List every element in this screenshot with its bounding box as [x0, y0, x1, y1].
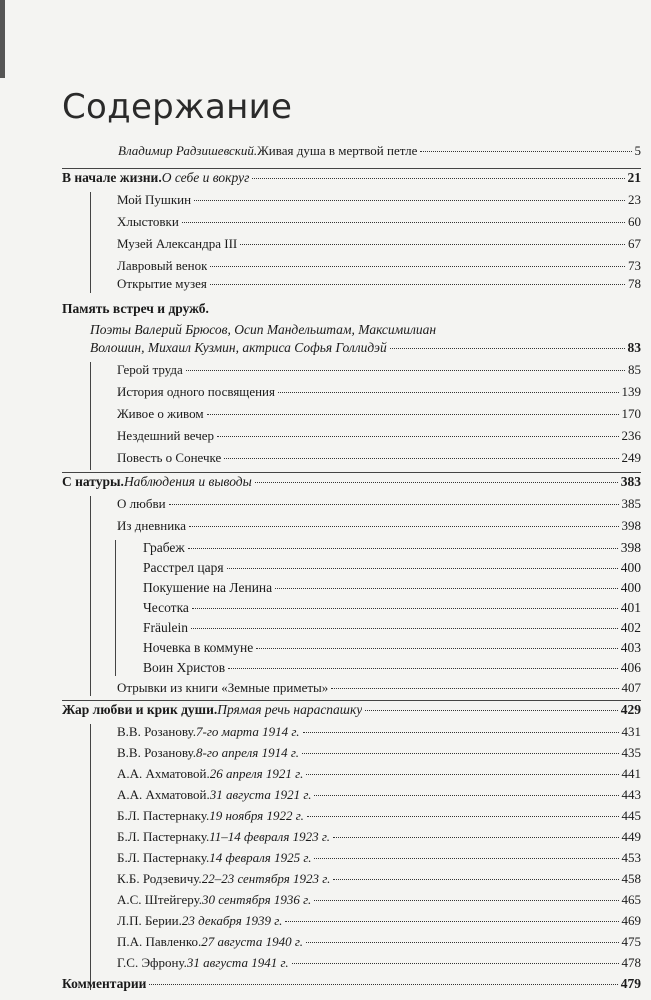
entry-label: Грабеж	[143, 540, 185, 555]
leader-dots	[292, 963, 619, 964]
toc-entry-letter[interactable]	[117, 934, 641, 956]
toc-entry-letter[interactable]	[117, 913, 641, 935]
letter-recipient: А.А. Ахматовой.	[117, 766, 210, 781]
page-number: 469	[621, 913, 641, 928]
leader-dots	[331, 688, 618, 689]
leader-dots	[275, 588, 618, 589]
page-number: 385	[621, 496, 641, 511]
letter-recipient: Г.С. Эфрону.	[117, 955, 187, 970]
leader-dots	[365, 710, 617, 711]
entry-label: Повесть о Сонечке	[117, 450, 222, 465]
page-number: 78	[628, 276, 641, 291]
page-number: 401	[620, 600, 641, 615]
section-title: С натуры.	[62, 474, 124, 489]
leader-dots	[252, 178, 624, 179]
leader-dots	[256, 648, 618, 649]
letter-recipient: Б.Л. Пастернаку.	[117, 829, 210, 844]
toc-entry-letter[interactable]	[117, 808, 641, 830]
entry-label: Мой Пушкин	[117, 192, 192, 207]
letter-date: 19 ноября 1922 г.	[209, 808, 304, 823]
toc-comments[interactable]	[62, 976, 641, 998]
toc-subentry[interactable]	[143, 560, 641, 582]
leader-dots	[194, 200, 625, 201]
page-number: 406	[620, 660, 641, 675]
leader-dots	[169, 504, 619, 505]
leader-dots	[217, 436, 618, 437]
toc-entry-intro[interactable]	[118, 143, 641, 165]
letter-date: 31 августа 1921 г.	[209, 787, 312, 802]
toc-entry-letter[interactable]	[117, 955, 641, 977]
toc-subentry[interactable]	[143, 660, 641, 682]
section-divider	[62, 472, 641, 473]
page-number: 400	[620, 580, 641, 595]
leader-dots	[278, 392, 619, 393]
section-bracket	[90, 192, 91, 293]
page-number: 139	[621, 384, 641, 399]
page-number: 5	[634, 143, 641, 158]
toc-subentry[interactable]	[143, 600, 641, 622]
leader-dots	[228, 668, 618, 669]
intro-author: Владимир Радзишевский.	[118, 143, 258, 158]
entry-label: Открытие музея	[117, 276, 207, 291]
toc-entry-letter[interactable]	[117, 892, 641, 914]
toc-entry[interactable]	[117, 680, 641, 702]
page-number: 398	[620, 540, 641, 555]
page-number: 249	[621, 450, 641, 465]
toc-entry[interactable]	[117, 450, 641, 472]
letter-date: 27 августа 1940 г.	[201, 934, 303, 949]
entry-label: О любви	[117, 496, 166, 511]
entry-label: Воин Христов	[143, 660, 226, 675]
entry-label: Покушение на Ленина	[143, 580, 273, 595]
page-number: 236	[621, 428, 641, 443]
page-number: 453	[621, 850, 641, 865]
section-bracket	[90, 496, 91, 696]
letter-recipient: К.Б. Родзевичу.	[117, 871, 202, 886]
toc-entry-letter[interactable]	[117, 766, 641, 788]
leader-dots	[210, 266, 625, 267]
section-title: В начале жизни.	[62, 170, 162, 185]
page-number: 407	[621, 680, 641, 695]
section-subtitle: Поэты Валерий Брюсов, Осип Мандельштам, Максимилиан	[90, 322, 437, 337]
entry-label: Fräulein	[143, 620, 188, 635]
entry-label: Чесотка	[143, 600, 189, 615]
toc-entry-letter[interactable]	[117, 850, 641, 872]
toc-subentry[interactable]	[143, 540, 641, 562]
toc-section-2[interactable]	[90, 340, 641, 362]
leader-dots	[210, 284, 625, 285]
page-number: 403	[620, 640, 641, 655]
leader-dots	[314, 900, 618, 901]
toc-entry-letter[interactable]	[117, 745, 641, 767]
letter-recipient: Л.П. Берии.	[117, 913, 182, 928]
leader-dots	[314, 795, 618, 796]
section-divider	[62, 700, 641, 701]
page-number: 443	[621, 787, 641, 802]
page-number: 465	[621, 892, 641, 907]
entry-label: Нездешний вечер	[117, 428, 215, 443]
entry-label: Живое о живом	[117, 406, 204, 421]
letter-recipient: В.В. Розанову.	[117, 745, 197, 760]
entry-label: Из дневника	[117, 518, 187, 533]
subsection-bracket	[115, 540, 116, 676]
letter-recipient: П.А. Павленко.	[117, 934, 202, 949]
toc-subentry[interactable]	[143, 620, 641, 642]
leader-dots	[191, 628, 618, 629]
toc-entry[interactable]	[117, 362, 641, 384]
page-number: 458	[621, 871, 641, 886]
page-number: 400	[620, 560, 641, 575]
toc-subentry[interactable]	[143, 580, 641, 602]
leader-dots	[240, 244, 625, 245]
page-number: 83	[627, 340, 641, 355]
page-number: 67	[628, 236, 641, 251]
page-number: 170	[621, 406, 641, 421]
letter-recipient: А.А. Ахматовой.	[117, 787, 210, 802]
letter-date: 14 февраля 1925 г.	[209, 850, 312, 865]
toc-entry[interactable]	[117, 428, 641, 450]
toc-subentry[interactable]	[143, 640, 641, 662]
leader-dots	[314, 858, 618, 859]
entry-label: Герой труда	[117, 362, 183, 377]
toc-entry[interactable]	[117, 236, 641, 258]
section-subtitle: Наблюдения и выводы	[123, 474, 252, 489]
letter-date: 11–14 февраля 1923 г.	[209, 829, 331, 844]
letter-date: 8-го апреля 1914 г.	[196, 745, 299, 760]
page-number: 21	[627, 170, 641, 185]
leader-dots	[207, 414, 619, 415]
leader-dots	[149, 984, 617, 985]
section-bracket	[90, 362, 91, 470]
page-number: 479	[620, 976, 641, 991]
entry-label: Хлыстовки	[117, 214, 179, 229]
page-number: 441	[621, 766, 641, 781]
leader-dots	[420, 151, 631, 152]
leader-dots	[333, 837, 618, 838]
page-number: 478	[621, 955, 641, 970]
page-number: 383	[620, 474, 641, 489]
section-subtitle: О себе и вокруг	[161, 170, 250, 185]
page-number: 85	[628, 362, 641, 377]
page-number: 23	[628, 192, 641, 207]
toc-section-1[interactable]	[62, 170, 641, 192]
toc-entry[interactable]	[117, 192, 641, 214]
toc-entry[interactable]	[117, 276, 641, 298]
letter-date: 31 августа 1941 г.	[186, 955, 289, 970]
toc-entry[interactable]	[117, 214, 641, 236]
entry-label: Ночевка в коммуне	[143, 640, 254, 655]
page-number: 398	[621, 518, 641, 533]
leader-dots	[390, 348, 625, 349]
page-number: 475	[621, 934, 641, 949]
letter-date: 23 декабря 1939 г.	[181, 913, 283, 928]
letter-date: 26 апреля 1921 г.	[209, 766, 304, 781]
leader-dots	[302, 753, 619, 754]
intro-title: Живая душа в мертвой петле	[257, 143, 418, 158]
leader-dots	[192, 608, 618, 609]
leader-dots	[188, 548, 618, 549]
page-number: 60	[628, 214, 641, 229]
toc-entry[interactable]	[117, 384, 641, 406]
leader-dots	[306, 774, 618, 775]
entry-label: Расстрел царя	[143, 560, 224, 575]
leader-dots	[303, 732, 619, 733]
section-bracket	[90, 724, 91, 990]
entry-label: Отрывки из книги «Земные приметы»	[117, 680, 329, 695]
entry-label: История одного посвящения	[117, 384, 275, 399]
leader-dots	[227, 568, 618, 569]
leader-dots	[285, 921, 618, 922]
section-title: Жар любви и крик души.	[62, 702, 218, 717]
leader-dots	[307, 816, 619, 817]
page-number: 445	[621, 808, 641, 823]
section-subtitle: Волошин, Михаил Кузмин, актриса Софья Голлидэй	[90, 340, 387, 355]
page-number: 429	[620, 702, 641, 717]
page-number: 431	[621, 724, 641, 739]
page-number: 449	[621, 829, 641, 844]
entry-label: Музей Александра III	[117, 236, 238, 251]
page-number: 402	[620, 620, 641, 635]
letter-recipient: Б.Л. Пастернаку.	[117, 850, 210, 865]
entry-label: Лавровый венок	[117, 258, 208, 273]
toc-entry[interactable]	[117, 496, 641, 518]
letter-recipient: А.С. Штейгеру.	[117, 892, 203, 907]
leader-dots	[182, 222, 625, 223]
section-divider	[62, 168, 641, 169]
toc-entry-letter[interactable]	[117, 871, 641, 893]
leader-dots	[189, 526, 618, 527]
toc-entry-letter[interactable]	[117, 829, 641, 851]
letter-recipient: Б.Л. Пастернаку.	[117, 808, 210, 823]
toc-entry[interactable]	[117, 518, 641, 540]
letter-date: 7-го марта 1914 г.	[196, 724, 300, 739]
leader-dots	[306, 942, 619, 943]
leader-dots	[186, 370, 625, 371]
letter-recipient: В.В. Розанову.	[117, 724, 197, 739]
letter-date: 22–23 сентября 1923 г.	[201, 871, 331, 886]
page-number: 435	[621, 745, 641, 760]
letter-date: 30 сентября 1936 г.	[202, 892, 312, 907]
toc-section-4[interactable]	[62, 702, 641, 724]
section-subtitle: Прямая речь нараспашку	[217, 702, 363, 717]
toc-entry[interactable]	[117, 406, 641, 428]
comments-label: Комментарии	[62, 976, 147, 991]
leader-dots	[333, 879, 618, 880]
page-number: 73	[628, 258, 641, 273]
section-title[interactable]: Память встреч и дружб.	[62, 301, 209, 316]
leader-dots	[224, 458, 618, 459]
toc-section-3[interactable]	[62, 474, 641, 496]
toc-entry-letter[interactable]	[117, 787, 641, 809]
toc-entry-letter[interactable]	[117, 724, 641, 746]
leader-dots	[255, 482, 618, 483]
page-title: Содержание	[62, 87, 293, 127]
